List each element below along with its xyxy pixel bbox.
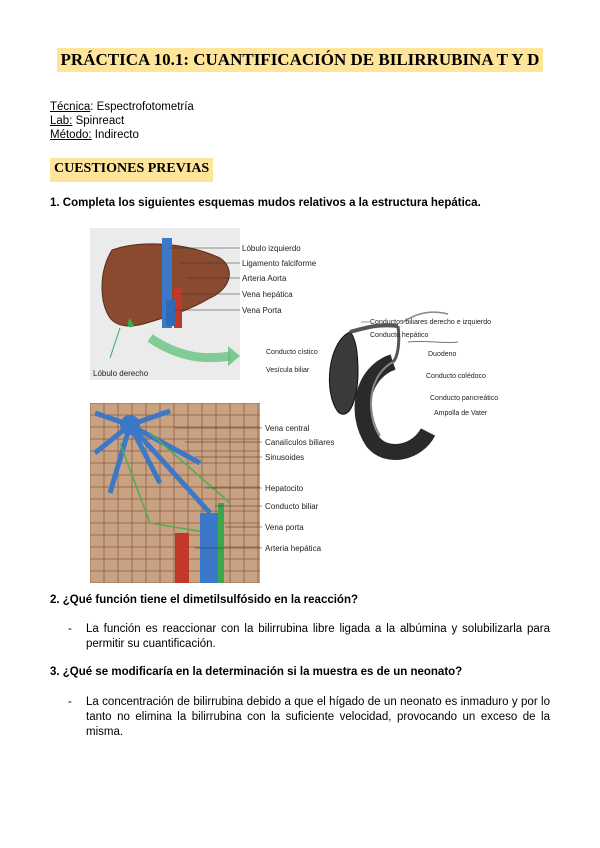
lobule-label-vena-porta: Vena porta bbox=[265, 523, 304, 532]
answer-3-text: La concentración de bilirrubina debido a que el hígado de un neonato es inmaduro y por lo tanto no elimina la bilirrubina con la suficiente velocidad, provocando un exceso de la misma. bbox=[86, 696, 550, 738]
lobule-leaders bbox=[175, 420, 375, 560]
answer-2-marker: - bbox=[68, 623, 72, 635]
lobule-label-canaliculos: Canalículos biliares bbox=[265, 438, 335, 447]
liver-label-ligamento: Ligamento falciforme bbox=[242, 259, 317, 268]
meta-tecnica-value: : Espectrofotometría bbox=[90, 101, 194, 113]
biliary-label-hepatico: Conducto hepático bbox=[370, 332, 429, 339]
liver-label-vena-porta: Vena Porta bbox=[242, 306, 282, 315]
liver-label-lobulo-izquierdo: Lóbulo izquierdo bbox=[242, 244, 301, 253]
answer-3 bbox=[68, 695, 550, 740]
lobule-label-vena-central: Vena central bbox=[265, 424, 310, 433]
meta-lab-value: Spinreact bbox=[72, 115, 125, 127]
lobule-label-sinusoides: Sinusoides bbox=[265, 453, 305, 462]
biliary-label-coledoco: Conducto colédoco bbox=[426, 373, 486, 380]
question-3: 3. ¿Qué se modificaría en la determinación si la muestra es de un neonato? bbox=[50, 666, 463, 678]
lobule-label-arteria: Arteria hepática bbox=[265, 544, 322, 553]
liver-label-aorta: Arteria Aorta bbox=[242, 274, 287, 283]
section-title: CUESTIONES PREVIAS bbox=[50, 158, 213, 182]
meta-metodo bbox=[50, 128, 139, 142]
answer-3-marker: - bbox=[68, 696, 72, 708]
meta-lab-label: Lab: bbox=[50, 115, 73, 127]
lobule-label-hepatocito: Hepatocito bbox=[265, 484, 304, 493]
meta-lab bbox=[50, 114, 124, 128]
meta-metodo-value: Indirecto bbox=[91, 129, 139, 141]
page-title-text: PRÁCTICA 10.1: CUANTIFICACIÓN DE BILIRRUBINA T Y D bbox=[57, 48, 544, 72]
page-title bbox=[0, 50, 600, 70]
biliary-label-vesicula: Vesícula biliar bbox=[266, 367, 310, 374]
biliary-label-cistico: Conducto cístico bbox=[266, 349, 318, 356]
answer-2 bbox=[68, 622, 550, 652]
question-1: 1. Completa los siguientes esquemas mudos relativos a la estructura hepática. bbox=[50, 197, 481, 209]
biliary-label-conductos: Conductos biliares derecho e izquierdo bbox=[370, 319, 492, 326]
biliary-label-pancreatico: Conducto pancreático bbox=[430, 395, 499, 402]
liver-bottom-label: Lóbulo derecho bbox=[93, 369, 149, 378]
meta-metodo-label: Método: bbox=[50, 129, 92, 141]
meta-tecnica bbox=[50, 100, 194, 114]
answer-2-text: La función es reaccionar con la bilirrubina libre ligada a la albúmina y solubilizarla para permitir su cuantificación. bbox=[86, 623, 550, 650]
meta-tecnica-label: Técnica bbox=[50, 101, 91, 113]
liver-label-vena-hepatica: Vena hepática bbox=[242, 290, 293, 299]
biliary-label-duodeno: Duodeno bbox=[428, 351, 457, 358]
lobule-label-conducto-biliar: Conducto biliar bbox=[265, 502, 319, 511]
biliary-label-ampolla: Ampolla de Vater bbox=[434, 410, 488, 417]
question-2: 2. ¿Qué función tiene el dimetilsulfósido en la reacción? bbox=[50, 594, 359, 606]
